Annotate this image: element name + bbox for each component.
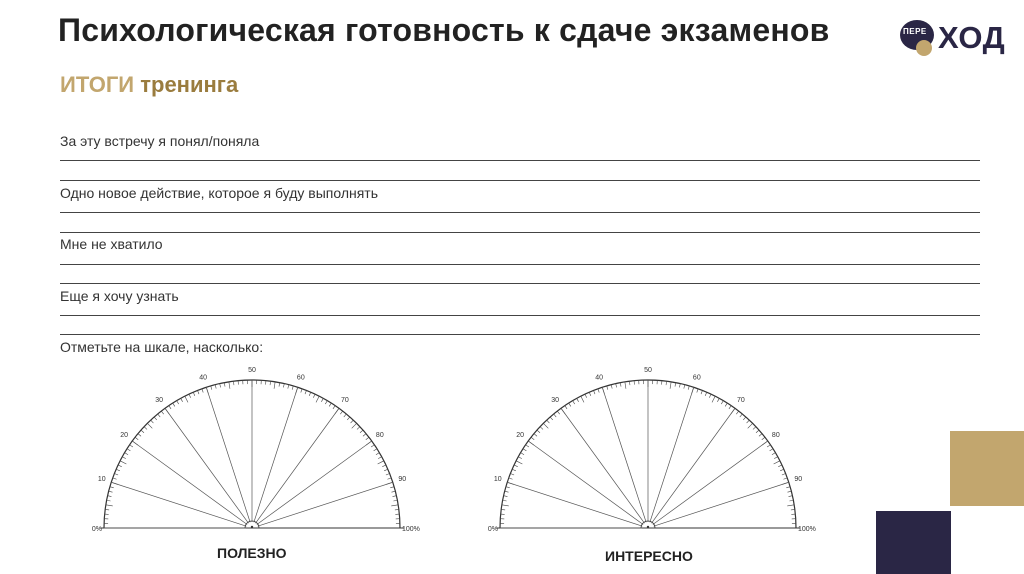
prompt-want-know: Еще я хочу узнать: [60, 288, 179, 304]
protractor-tick-label: 20: [120, 432, 129, 440]
protractor-tick: [684, 385, 685, 389]
protractor-center-dot: [251, 526, 253, 528]
protractor-tick: [540, 427, 543, 430]
protractor-tick: [725, 403, 727, 406]
protractor-tick: [705, 392, 707, 396]
protractor-tick: [384, 469, 388, 471]
logo-word: ХОД: [938, 20, 1006, 55]
protractor-useful[interactable]: [80, 360, 440, 542]
answer-line[interactable]: [60, 334, 980, 335]
protractor-tick: [363, 434, 366, 437]
protractor-tick: [709, 394, 711, 398]
protractor-tick: [270, 381, 271, 385]
protractor-tick: [386, 474, 390, 475]
protractor-tick: [778, 465, 782, 467]
protractor-tick: [589, 392, 591, 396]
protractor-ray: [561, 408, 644, 523]
answer-line[interactable]: [60, 264, 980, 265]
scale-label-interesting: ИНТЕРЕСНО: [605, 548, 693, 564]
protractor-ray: [257, 441, 372, 524]
protractor-ray: [256, 408, 339, 523]
protractor-tick: [125, 453, 128, 455]
protractor-tick: [547, 420, 550, 423]
protractor-tick: [189, 394, 191, 398]
answer-line[interactable]: [60, 232, 980, 233]
protractor-tick: [220, 384, 221, 388]
protractor-tick: [518, 457, 522, 459]
protractor-tick: [523, 449, 526, 451]
protractor-tick: [347, 417, 350, 420]
protractor-tick: [666, 381, 667, 385]
protractor-tick: [116, 469, 120, 471]
protractor-tick: [169, 406, 171, 409]
protractor-tick: [211, 386, 212, 390]
protractor-tick: [786, 487, 790, 488]
decor-gold-square: [950, 431, 1024, 506]
protractor-tick: [114, 474, 118, 475]
protractor-tick-label: 40: [199, 374, 208, 382]
protractor-ray: [654, 482, 789, 526]
protractor-tick: [688, 386, 689, 390]
protractor-ray: [165, 408, 248, 523]
protractor-tick: [577, 398, 579, 402]
protractor-tick: [391, 491, 395, 492]
protractor-tick: [344, 414, 347, 417]
protractor-tick: [135, 437, 138, 439]
protractor-tick: [360, 430, 363, 433]
protractor-ray: [528, 441, 643, 524]
protractor-tick: [543, 423, 548, 428]
protractor-tick: [390, 487, 394, 488]
protractor-tick: [301, 389, 302, 393]
protractor-tick: [573, 401, 575, 404]
answer-line[interactable]: [60, 315, 980, 316]
protractor-tick-label: 50: [644, 367, 652, 374]
subtitle-accent: ИТОГИ: [60, 72, 135, 97]
brand-logo: [900, 18, 1012, 58]
protractor-tick: [616, 384, 617, 388]
answer-line[interactable]: [60, 283, 980, 284]
protractor-center-dot: [647, 526, 649, 528]
protractor-tick: [395, 509, 399, 510]
protractor-tick: [144, 427, 147, 430]
protractor-tick: [550, 417, 553, 420]
protractor-tick: [670, 382, 671, 389]
protractor-tick: [340, 411, 342, 414]
protractor-max-label: 100%: [798, 526, 816, 533]
protractor-tick-label: 80: [771, 432, 780, 440]
protractor-ray: [652, 408, 735, 523]
protractor-tick: [770, 449, 773, 451]
protractor-tick: [127, 449, 130, 451]
protractor-ray: [206, 387, 250, 522]
protractor-tick: [283, 384, 284, 388]
protractor-tick: [526, 445, 529, 447]
page-subtitle: [60, 72, 238, 98]
scale-label-useful: ПОЛЕЗНО: [217, 545, 287, 561]
protractor-tick: [759, 434, 762, 437]
protractor-tick: [109, 491, 113, 492]
protractor-tick: [743, 417, 746, 420]
protractor-tick: [512, 469, 516, 471]
protractor-tick: [748, 423, 753, 428]
protractor-tick: [130, 445, 133, 447]
protractor-max-label: 100%: [402, 526, 420, 533]
protractor-tick: [329, 403, 331, 406]
protractor-tick-label: 50: [248, 367, 256, 374]
prompt-missing: Мне не хватило: [60, 236, 163, 252]
protractor-tick: [717, 398, 719, 402]
protractor-tick: [309, 392, 311, 396]
protractor-tick: [679, 384, 680, 388]
protractor-tick: [557, 411, 559, 414]
protractor-tick: [233, 381, 234, 385]
protractor-tick: [305, 390, 306, 394]
protractor-tick: [154, 417, 157, 420]
protractor-interesting[interactable]: [476, 360, 836, 542]
protractor-tick: [288, 385, 289, 389]
protractor-tick-label: 60: [692, 374, 701, 382]
protractor-tick: [151, 420, 154, 423]
answer-line[interactable]: [60, 180, 980, 181]
protractor-tick: [774, 461, 780, 464]
protractor-tick: [321, 398, 323, 402]
protractor-tick: [756, 430, 759, 433]
protractor-tick-label: 10: [493, 476, 502, 484]
protractor-tick: [158, 414, 161, 417]
protractor-ray: [132, 441, 247, 524]
protractor-tick: [378, 457, 382, 459]
protractor-tick-label: 60: [296, 374, 305, 382]
protractor-tick: [504, 496, 508, 497]
protractor-tick: [594, 390, 595, 394]
protractor-tick: [185, 396, 188, 402]
protractor-tick: [534, 434, 537, 437]
decor-navy-square: [876, 511, 951, 574]
protractor-tick-label: 90: [398, 476, 407, 484]
protractor-tick-label: 20: [516, 432, 525, 440]
protractor-ray: [254, 387, 298, 522]
protractor-tick: [376, 453, 379, 455]
protractor-tick: [352, 423, 357, 428]
protractor-tick: [620, 383, 621, 387]
protractor-tick: [391, 505, 398, 506]
protractor-tick: [371, 445, 374, 447]
protractor-tick: [569, 403, 571, 406]
protractor-tick: [387, 478, 391, 479]
protractor-tick: [393, 496, 397, 497]
protractor-tick: [110, 487, 114, 488]
protractor-tick: [787, 505, 794, 506]
protractor-tick: [193, 392, 195, 396]
protractor-tick: [141, 430, 144, 433]
protractor-tick: [292, 386, 293, 390]
protractor-tick: [607, 386, 608, 390]
protractor-tick: [229, 382, 230, 389]
protractor-tick: [554, 414, 557, 417]
protractor-tick: [789, 496, 793, 497]
protractor-tick: [224, 383, 225, 387]
protractor-tick: [351, 420, 354, 423]
logo-prefix: ПЕРЕ: [903, 27, 927, 36]
protractor-tick: [581, 396, 584, 402]
protractor-tick: [161, 411, 163, 414]
protractor-tick: [106, 505, 113, 506]
protractor-tick: [502, 505, 509, 506]
protractor-tick: [721, 401, 723, 404]
protractor-tick: [501, 509, 505, 510]
protractor-min-label: 0%: [487, 526, 498, 533]
protractor-ray: [653, 441, 768, 524]
protractor-tick: [772, 453, 775, 455]
protractor-min-label: 0%: [91, 526, 102, 533]
protractor-tick: [531, 437, 534, 439]
protractor-tick: [202, 389, 203, 393]
protractor-tick: [105, 509, 109, 510]
protractor-tick: [598, 389, 599, 393]
protractor-tick-label: 10: [97, 476, 106, 484]
protractor-tick: [565, 406, 567, 409]
logo-gold-circle: [916, 40, 932, 56]
protractor-tick: [736, 411, 738, 414]
protractor-tick: [510, 474, 514, 475]
protractor-tick: [313, 394, 315, 398]
protractor-tick-label: 80: [375, 432, 384, 440]
protractor-tick: [629, 381, 630, 385]
protractor-tick: [316, 396, 319, 402]
protractor-tick: [762, 437, 765, 439]
protractor-tick-label: 70: [736, 397, 745, 405]
protractor-tick: [767, 445, 770, 447]
protractor-tick: [198, 390, 199, 394]
protractor-tick: [147, 423, 152, 428]
protractor-tick: [747, 420, 750, 423]
protractor-tick-label: 40: [595, 374, 604, 382]
protractor-tick: [774, 457, 778, 459]
protractor-tick: [625, 382, 626, 389]
protractor-tick: [701, 390, 702, 394]
protractor-tick: [113, 478, 117, 479]
answer-line[interactable]: [60, 212, 980, 213]
protractor-tick: [177, 401, 179, 404]
protractor-tick-label: 30: [155, 397, 164, 405]
protractor-tick-label: 90: [794, 476, 803, 484]
protractor-tick: [753, 427, 756, 430]
protractor-tick: [138, 434, 141, 437]
protractor-ray: [507, 482, 642, 526]
protractor-tick: [107, 500, 111, 501]
protractor-tick: [675, 383, 676, 387]
protractor-tick: [509, 478, 513, 479]
protractor-tick: [787, 491, 791, 492]
protractor-tick: [181, 398, 183, 402]
protractor-tick: [274, 382, 275, 389]
protractor-tick: [697, 389, 698, 393]
protractor-ray: [258, 482, 393, 526]
protractor-tick: [333, 406, 335, 409]
protractor-tick: [357, 427, 360, 430]
protractor-tick: [740, 414, 743, 417]
protractor-tick: [118, 465, 122, 467]
protractor-tick-label: 70: [340, 397, 349, 405]
protractor-tick: [521, 453, 524, 455]
protractor-tick: [393, 500, 397, 501]
protractor-tick: [366, 437, 369, 439]
protractor-tick: [378, 461, 384, 464]
protractor-tick: [791, 509, 795, 510]
prompt-new-action: Одно новое действие, которое я буду выполнять: [60, 185, 379, 201]
protractor-ray: [602, 387, 646, 522]
protractor-tick: [780, 469, 784, 471]
protractor-tick: [374, 449, 377, 451]
protractor-tick: [712, 396, 715, 402]
protractor-tick: [382, 465, 386, 467]
page-title: Психологическая готовность к сдаче экзаменов: [58, 12, 830, 48]
protractor-tick: [789, 500, 793, 501]
protractor-tick: [503, 500, 507, 501]
prompt-understood: За эту встречу я понял/поняла: [60, 133, 260, 149]
protractor-tick: [173, 403, 175, 406]
protractor-tick: [516, 461, 522, 464]
subtitle-rest: тренинга: [140, 72, 239, 97]
protractor-tick: [215, 385, 216, 389]
scale-prompt: Отметьте на шкале, насколько:: [60, 339, 264, 355]
protractor-tick: [122, 457, 126, 459]
protractor-ray: [650, 387, 694, 522]
protractor-tick: [611, 385, 612, 389]
protractor-tick: [506, 487, 510, 488]
protractor-ray: [111, 482, 246, 526]
protractor-tick: [782, 474, 786, 475]
protractor-tick: [783, 478, 787, 479]
protractor-tick: [325, 401, 327, 404]
protractor-tick: [279, 383, 280, 387]
answer-line[interactable]: [60, 160, 980, 161]
protractor-tick: [729, 406, 731, 409]
protractor-tick: [514, 465, 518, 467]
protractor-tick: [537, 430, 540, 433]
protractor-tick: [108, 496, 112, 497]
protractor-tick: [120, 461, 126, 464]
protractor-tick-label: 30: [551, 397, 560, 405]
protractor-tick: [505, 491, 509, 492]
protractor-tick: [585, 394, 587, 398]
